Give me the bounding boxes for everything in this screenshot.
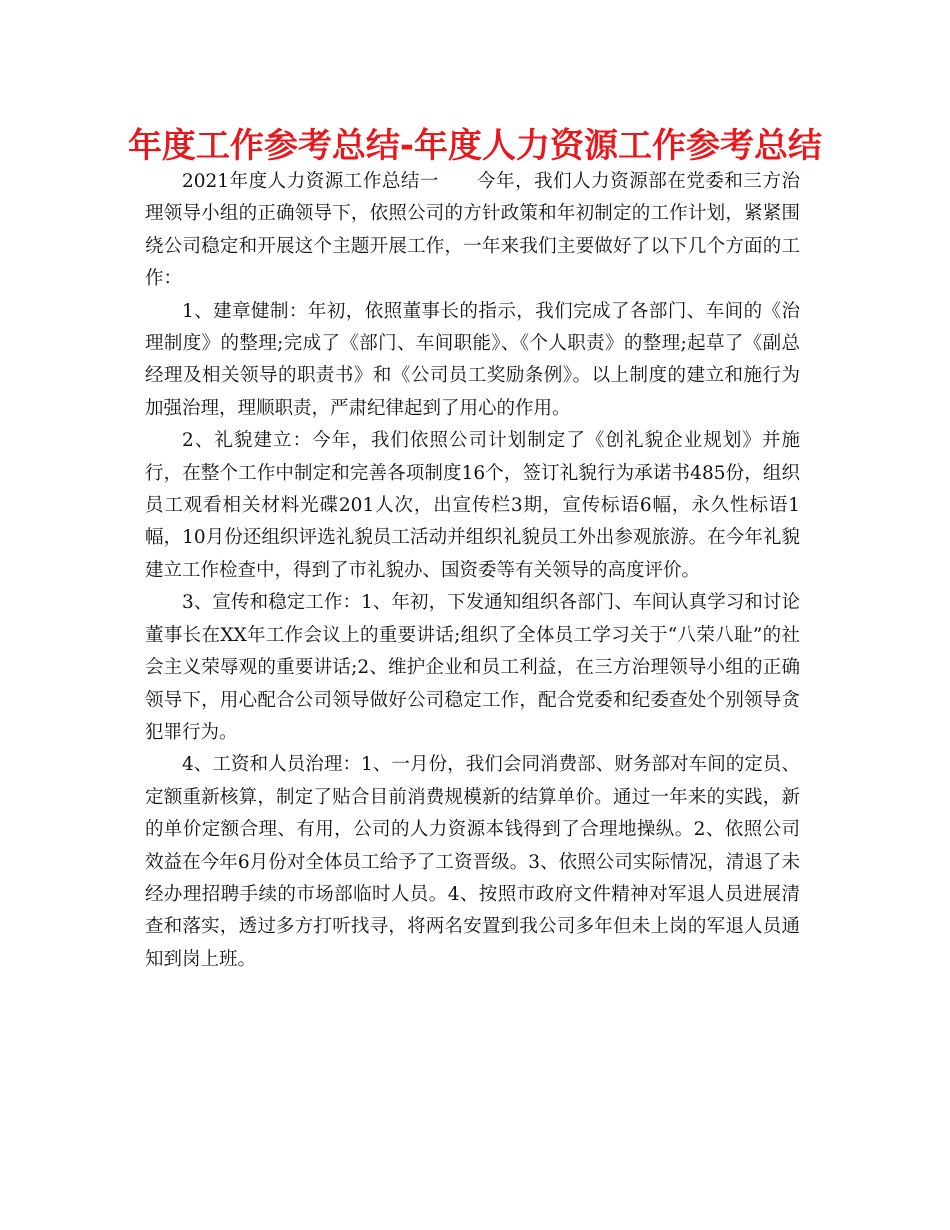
paragraph-intro: 2021年度人力资源工作总结一 今年，我们人力资源部在党委和三方治理领导小组的正确领导下，依照公司的方针政策和年初制定的工作计划，紧紧围绕公司稳定和开展这个主题开展工作，一年来我们主要做好了以下几个方面的工作： (145, 171, 800, 290)
paragraph-wages-personnel: 4、工资和人员治理：1、一月份，我们会同消费部、财务部对车间的定员、定额重新核算，制定了贴合目前消费规模新的结算单价。通过一年来的实践，新的单价定额合理、有用，公司的人力资源本钱得到了合理地操纵。2、依照公司效益在今年6月份对全体员工给予了工资晋级。3、依照公司实际情况，清退了未经办理招聘手续的市场部临时人员。4、按照市政府文件精神对军退人员进展清查和落实，透过多方打听找寻，将两名安置到我公司多年但未上岗的军退人员通知到岗上班。 (145, 754, 800, 970)
paragraph-courtesy: 2、礼貌建立：今年，我们依照公司计划制定了《创礼貌企业规划》并施行，在整个工作中制定和完善各项制度16个，签订礼貌行为承诺书485份，组织员工观看相关材料光碟201人次，出宣传栏3期，宣传标语6幅，永久性标语1幅，10月份还组织评选礼貌员工活动并组织礼貌员工外出参观旅游。在今年礼貌建立工作检查中，得到了市礼貌办、国资委等有关领导的高度评价。 (145, 430, 800, 581)
document-body (145, 166, 800, 976)
document-title: 年度工作参考总结-年度人力资源工作参考总结 (127, 126, 823, 166)
paragraph-regulations: 1、建章健制：年初，依照董事长的指示，我们完成了各部门、车间的《治理制度》的整理;完成了《部门、车间职能》、《个人职责》的整理;起草了《副总经理及相关领导的职责书》和《公司员工奖励条例》。以上制度的建立和施行为加强治理，理顺职责，严肃纪律起到了用心的作用。 (145, 300, 800, 419)
paragraph-publicity: 3、宣传和稳定工作：1、年初，下发通知组织各部门、车间认真学习和讨论董事长在XX年工作会议上的重要讲话;组织了全体员工学习关于“八荣八耻”的社会主义荣辱观的重要讲话;2、维护企业和员工利益，在三方治理领导小组的正确领导下，用心配合公司领导做好公司稳定工作，配合党委和纪委查处个别领导贪犯罪行为。 (145, 592, 800, 743)
